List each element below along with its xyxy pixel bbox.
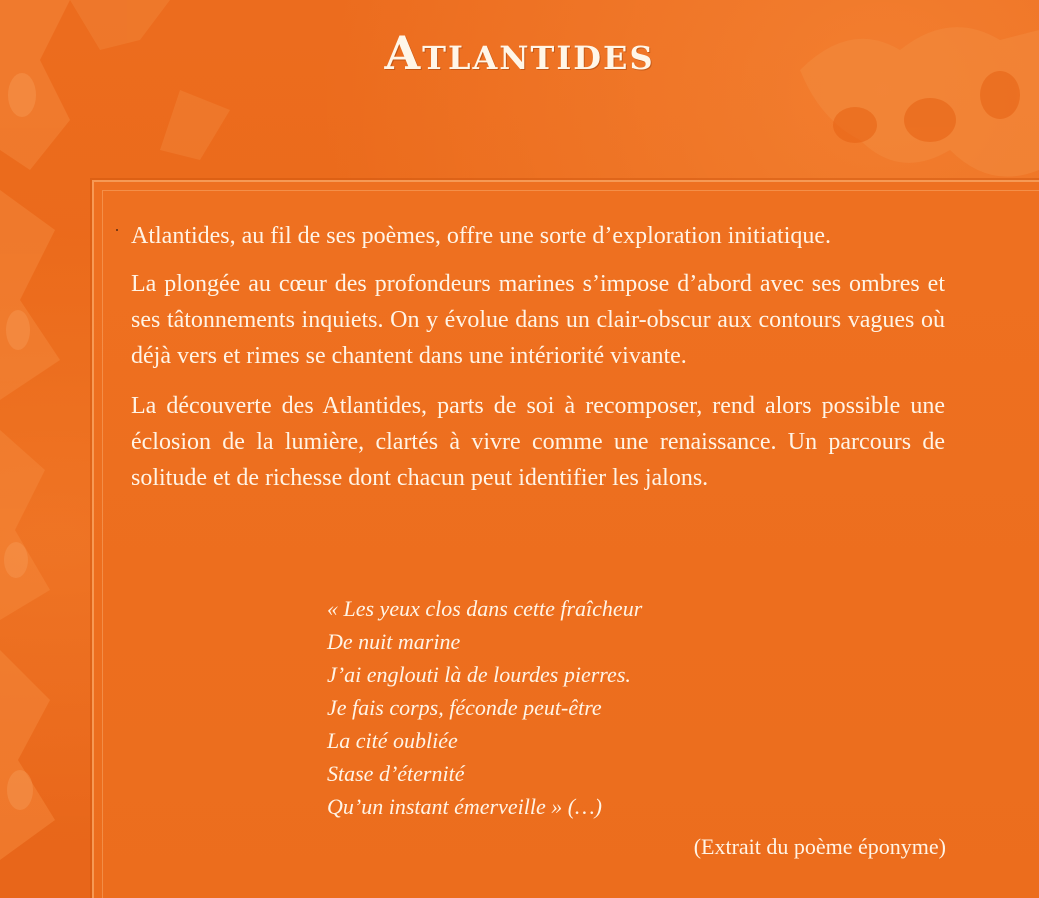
- left-ornament-band: [0, 0, 70, 860]
- poem-excerpt: [327, 592, 642, 823]
- poem-line: Je fais corps, féconde peut-être: [327, 695, 602, 720]
- poem-line: Stase d’éternité: [327, 761, 465, 786]
- synopsis-paragraph-1: Atlantides, au fil de ses poèmes, offre une sorte d’exploration initiatique.: [131, 223, 832, 249]
- book-title: Atlantides: [384, 26, 655, 80]
- synopsis-paragraph-3: La découverte des Atlantides, parts de soi à recomposer, rend alors possible une éclosion de la lumière, clartés à vivre comme une renaissance. Un parcours de solitude et de richesse dont chacun peut identifier les jalons.: [131, 393, 945, 491]
- poem-line: De nuit marine: [327, 629, 461, 654]
- poem-line: J’ai englouti là de lourdes pierres.: [327, 662, 631, 687]
- top-left-ornament: [70, 0, 230, 160]
- poem-line: La cité oubliée: [327, 728, 458, 753]
- poem-line: Qu’un instant émerveille » (…): [327, 794, 602, 819]
- synopsis-paragraph-2: La plongée au cœur des profondeurs marines s’impose d’abord avec ses ombres et ses tâtonnements inquiets. On y évolue dans un clair-obscur aux contours vagues où déjà vers et rimes se chantent dans une intériorité vivante.: [131, 271, 945, 369]
- poem-line: « Les yeux clos dans cette fraîcheur: [327, 596, 643, 621]
- synopsis: [131, 218, 945, 510]
- speck-mark: [116, 229, 118, 231]
- poem-source-note: (Extrait du poème éponyme): [693, 834, 946, 859]
